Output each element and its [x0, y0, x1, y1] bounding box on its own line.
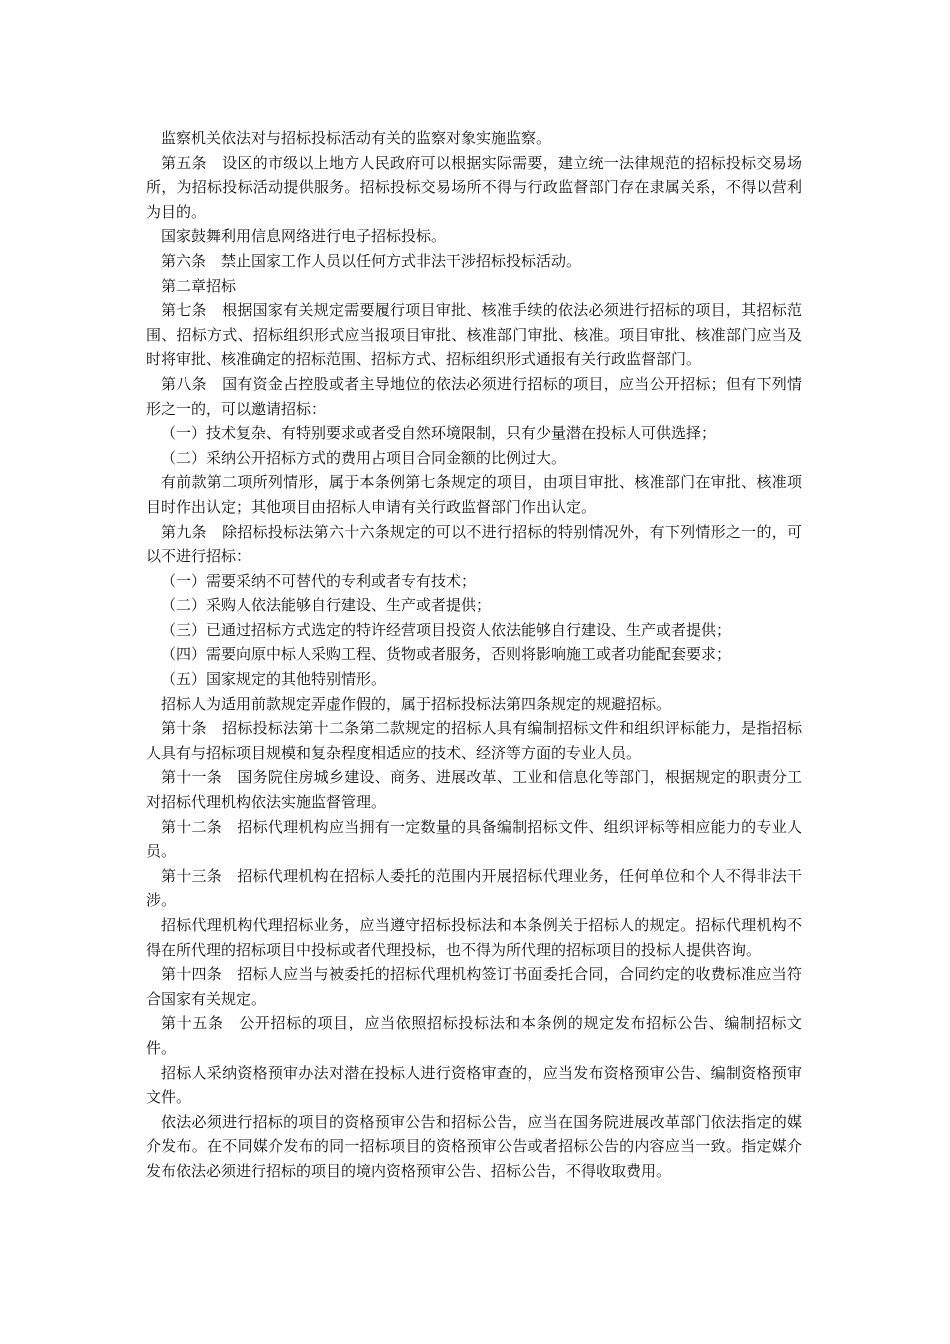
list-item: （五）国家规定的其他特别情形。	[161, 670, 387, 689]
list-item: （二）采购人依法能够自行建设、生产或者提供；	[161, 596, 492, 615]
paragraph: 第十条 招标投标法第十二条第二款规定的招标人具有编制招标文件和组织评标能力，是指招标人具有与招标项目规模和复杂程度相适应的技术、经济等方面的专业人员。	[146, 719, 802, 762]
paragraph: 第十五条 公开招标的项目，应当依照招标投标法和本条例的规定发布招标公告、编制招标文件。	[146, 1014, 802, 1057]
paragraph: 招标人为适用前款规定弄虚作假的，属于招标投标法第四条规定的规避招标。	[161, 694, 672, 713]
paragraph: 监察机关依法对与招标投标活动有关的监察对象实施监察。	[161, 129, 552, 147]
paragraph: 依法必须进行招标的项目的资格预审公告和招标公告，应当在国务院进展改革部门依法指定的媒介发布。在不同媒介发布的同一招标项目的资格预审公告或者招标公告的内容应当一致。指定媒介发布依法必须进行招标的项目的境内资格预审公告、招标公告，不得收取费用。	[146, 1112, 802, 1180]
paragraph: 国家鼓舞利用信息网络进行电子招标投标。	[161, 227, 447, 246]
paragraph: 有前款第二项所列情形，属于本条例第七条规定的项目，由项目审批、核准部门在审批、核准项目时作出认定；其他项目由招标人申请有关行政监督部门作出认定。	[146, 473, 802, 516]
paragraph: 第十四条 招标人应当与被委托的招标代理机构签订书面委托合同，合同约定的收费标准应当符合国家有关规定。	[146, 965, 802, 1008]
paragraph: 第七条 根据国家有关规定需要履行项目审批、核准手续的依法必须进行招标的项目，其招标范围、招标方式、招标组织形式应当报项目审批、核准部门审批、核准。项目审批、核准部门应当及时将审批、核准确定的招标范围、招标方式、招标组织形式通报有关行政监督部门。	[146, 301, 802, 369]
paragraph: 招标人采纳资格预审办法对潜在投标人进行资格审查的，应当发布资格预审公告、编制资格预审文件。	[146, 1063, 802, 1107]
paragraph: 招标代理机构代理招标业务，应当遵守招标投标法和本条例关于招标人的规定。招标代理机构不得在所代理的招标项目中投标或者代理投标，也不得为所代理的招标项目的投标人提供咨询。	[146, 916, 802, 959]
list-item: （一）需要采纳不可替代的专利或者专有技术；	[161, 571, 477, 590]
paragraph: 第五条 设区的市级以上地方人民政府可以根据实际需要，建立统一法律规范的招标投标交易场所，为招标投标活动提供服务。招标投标交易场所不得与行政监督部门存在隶属关系，不得以营利为目的。	[146, 153, 802, 221]
paragraph: 第十一条 国务院住房城乡建设、商务、进展改革、工业和信息化等部门，根据规定的职责分工对招标代理机构依法实施监督管理。	[146, 768, 802, 812]
list-item: （四）需要向原中标人采购工程、货物或者服务，否则将影响施工或者功能配套要求；	[161, 645, 732, 664]
document-body	[146, 126, 802, 1184]
paragraph: 第十二条 招标代理机构应当拥有一定数量的具备编制招标文件、组织评标等相应能力的专业人员。	[146, 817, 802, 861]
paragraph: 第十三条 招标代理机构在招标人委托的范围内开展招标代理业务，任何单位和个人不得非法干涉。	[146, 866, 802, 910]
paragraph: 第六条 禁止国家工作人员以任何方式非法干涉招标投标活动。	[161, 251, 582, 270]
chapter-heading: 第二章招标	[161, 276, 237, 295]
paragraph: 第八条 国有资金占控股或者主导地位的依法必须进行招标的项目，应当公开招标；但有下列情形之一的，可以邀请招标：	[146, 374, 802, 418]
list-item: （一）技术复杂、有特别要求或者受自然环境限制，只有少量潜在投标人可供选择；	[161, 424, 717, 443]
paragraph: 第九条 除招标投标法第六十六条规定的可以不进行招标的特别情况外，有下列情形之一的，可以不进行招标：	[146, 522, 802, 566]
list-item: （二）采纳公开招标方式的费用占项目合同金额的比例过大。	[161, 448, 567, 467]
list-item: （三）已通过招标方式选定的特许经营项目投资人依法能够自行建设、生产或者提供；	[161, 620, 732, 639]
